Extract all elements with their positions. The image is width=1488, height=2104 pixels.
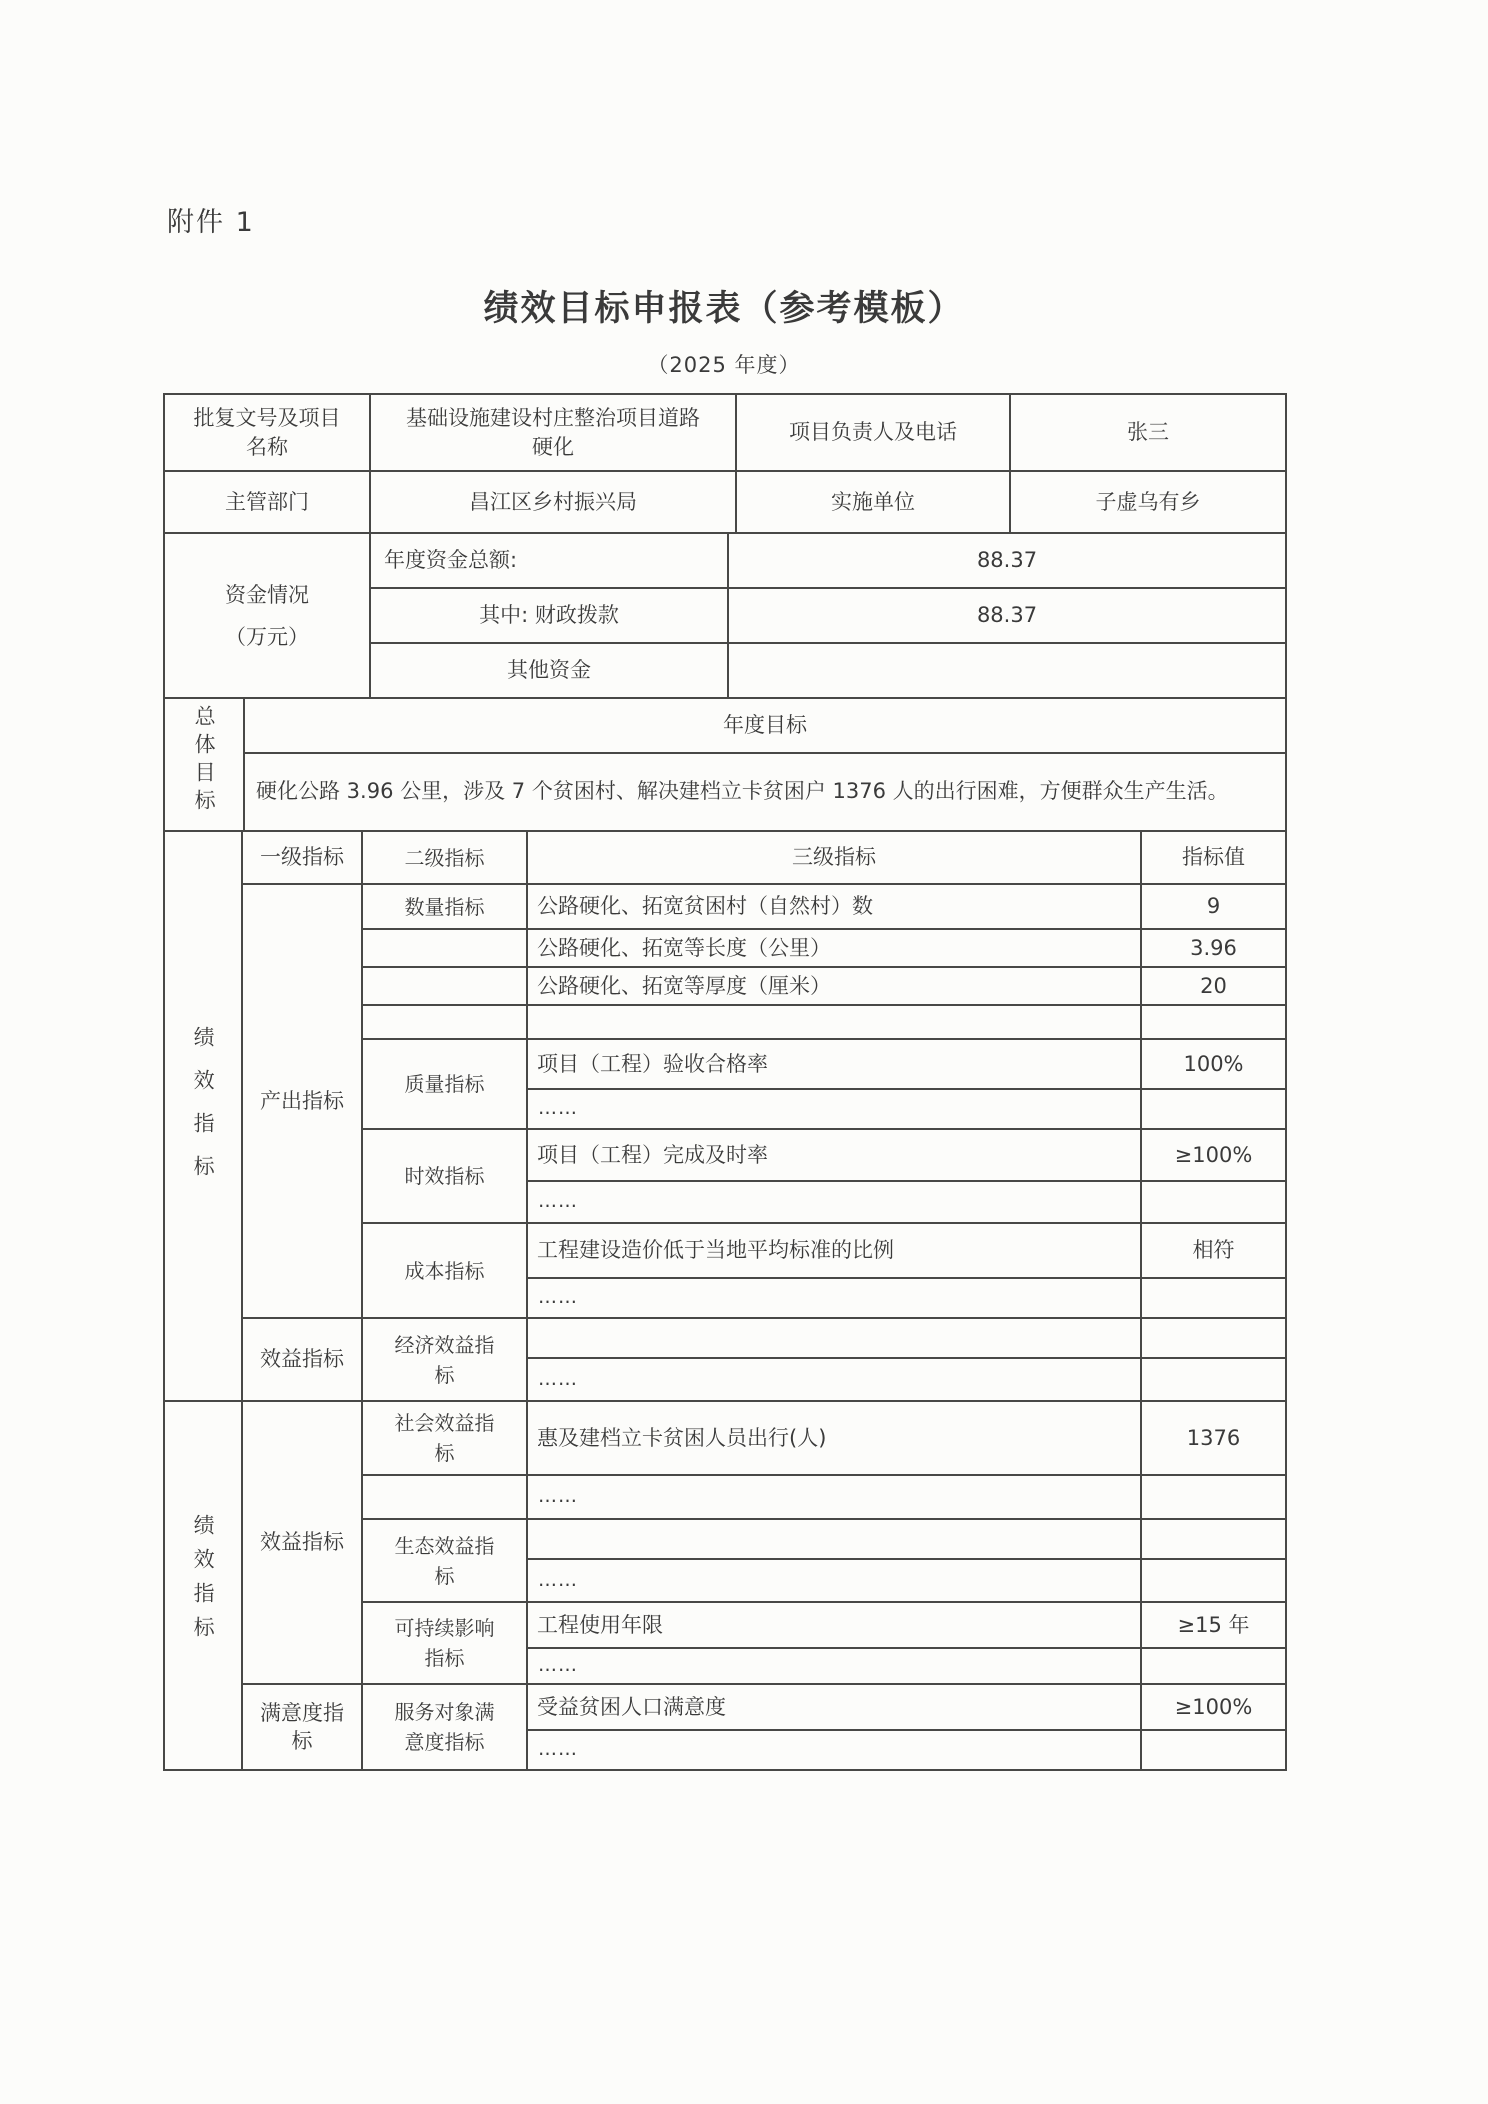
overall-goal-table [163,697,1287,832]
ellipsis-cell: …… [527,1358,1141,1401]
empty-cell [1141,1559,1286,1602]
performance-indicators-group-label [164,1401,242,1770]
performance-indicators-group-label [164,831,242,1401]
quantity-row3-value: 20 [1141,967,1286,1005]
form-body [163,0,1285,1771]
annual-funding-total-value: 88.37 [728,533,1286,588]
empty-cell [362,1475,527,1519]
table-row [164,1684,1286,1730]
table-row [164,1401,1286,1475]
social-benefit-indicator-label: 社会效益指标 [362,1401,527,1475]
output-indicator-label: 产出指标 [242,884,362,1318]
table-row [164,533,1286,588]
quality-indicator-label: 质量指标 [362,1039,527,1129]
empty-cell [527,1318,1141,1358]
table-row [164,753,1286,831]
empty-cell [362,1005,527,1039]
quantity-indicator-label: 数量指标 [362,884,527,929]
info-table [163,393,1287,534]
benefit-indicator-label: 效益指标 [242,1318,362,1401]
overall-goal-label-text: 总体目标 [192,704,217,817]
empty-cell [362,967,527,1005]
header-level1: 一级指标 [242,831,362,884]
fiscal-appropriation-label: 其中: 财政拨款 [370,588,728,643]
indicators-table-2 [163,1400,1287,1771]
department-label: 主管部门 [164,471,370,533]
table-row [164,698,1286,753]
annual-goal-text: 硬化公路 3.96 公里，涉及 7 个贫困村、解决建档立卡贫困户 1376 人的出行困难，方便群众生产生活。 [244,753,1286,831]
form-subtitle: （2025 年度） [647,353,801,377]
form-title: 绩效目标申报表（参考模板） [483,289,965,329]
cost-row-text: 工程建设造价低于当地平均标准的比例 [527,1223,1141,1278]
fiscal-appropriation-value: 88.37 [728,588,1286,643]
empty-cell [527,1519,1141,1559]
empty-cell [1141,1318,1286,1358]
other-funds-value [728,643,1286,698]
empty-cell [1141,1278,1286,1318]
other-funds-label: 其他资金 [370,643,728,698]
empty-cell [1141,1730,1286,1770]
table-row [164,884,1286,929]
header-value: 指标值 [1141,831,1286,884]
sustainability-row-text: 工程使用年限 [527,1602,1141,1648]
social-row-value: 1376 [1141,1401,1286,1475]
attachment-label: 附件 1 [167,207,255,238]
ellipsis-cell: …… [527,1181,1141,1223]
timeliness-indicator-label: 时效指标 [362,1129,527,1223]
empty-cell [1141,1358,1286,1401]
performance-indicators-group-text: 绩效指标 [191,1026,216,1199]
service-target-satisfaction-label: 服务对象满意度指标 [362,1684,527,1770]
timeliness-row-text: 项目（工程）完成及时率 [527,1129,1141,1181]
indicators-table-1 [163,830,1287,1402]
ellipsis-cell: …… [527,1475,1141,1519]
satisfaction-indicator-label: 满意度指标 [242,1684,362,1770]
cost-row-value: 相符 [1141,1223,1286,1278]
ellipsis-cell: …… [527,1089,1141,1129]
empty-cell [1141,1005,1286,1039]
empty-cell [1141,1648,1286,1684]
header-level2: 二级指标 [362,831,527,884]
quantity-row2-value: 3.96 [1141,929,1286,967]
social-row-text: 惠及建档立卡贫困人员出行(人) [527,1401,1141,1475]
ellipsis-cell: …… [527,1648,1141,1684]
timeliness-row-value: ≥100% [1141,1129,1286,1181]
funding-label-line2: （万元） [225,624,309,649]
annual-goal-header: 年度目标 [244,698,1286,753]
cost-indicator-label: 成本指标 [362,1223,527,1318]
sustainability-row-value: ≥15 年 [1141,1602,1286,1648]
empty-cell [362,929,527,967]
table-row [164,394,1286,471]
department-value: 昌江区乡村振兴局 [370,471,736,533]
overall-goal-label [164,698,244,831]
empty-cell [1141,1181,1286,1223]
empty-cell [1141,1519,1286,1559]
empty-cell [1141,1089,1286,1129]
quality-row-value: 100% [1141,1039,1286,1089]
quality-row-text: 项目（工程）验收合格率 [527,1039,1141,1089]
header-level3: 三级指标 [527,831,1141,884]
sustainability-indicator-label: 可持续影响指标 [362,1602,527,1684]
empty-cell [527,1005,1141,1039]
project-leader-label: 项目负责人及电话 [736,394,1010,471]
funding-label-line1: 资金情况 [225,582,309,607]
quantity-row3-text: 公路硬化、拓宽等厚度（厘米） [527,967,1141,1005]
implementing-unit-value: 子虚乌有乡 [1010,471,1286,533]
quantity-row1-text: 公路硬化、拓宽贫困村（自然村）数 [527,884,1141,929]
approval-number-label: 批复文号及项目名称 [164,394,370,471]
ellipsis-cell: …… [527,1730,1141,1770]
service-row-value: ≥100% [1141,1684,1286,1730]
project-leader-value: 张三 [1010,394,1286,471]
table-row [164,471,1286,533]
quantity-row1-value: 9 [1141,884,1286,929]
service-row-text: 受益贫困人口满意度 [527,1684,1141,1730]
annual-funding-total-label: 年度资金总额: [370,533,728,588]
table-row [164,1318,1286,1358]
ellipsis-cell: …… [527,1559,1141,1602]
quantity-row2-text: 公路硬化、拓宽等长度（公里） [527,929,1141,967]
project-name-value: 基础设施建设村庄整治项目道路硬化 [370,394,736,471]
funding-section-label [164,533,370,698]
performance-indicators-group-text: 绩效指标 [191,1513,216,1650]
ellipsis-cell: …… [527,1278,1141,1318]
table-row [164,831,1286,884]
implementing-unit-label: 实施单位 [736,471,1010,533]
benefit-indicator-label: 效益指标 [242,1401,362,1684]
economic-benefit-indicator-label: 经济效益指标 [362,1318,527,1401]
funding-table [163,532,1287,699]
empty-cell [1141,1475,1286,1519]
ecological-benefit-indicator-label: 生态效益指标 [362,1519,527,1602]
